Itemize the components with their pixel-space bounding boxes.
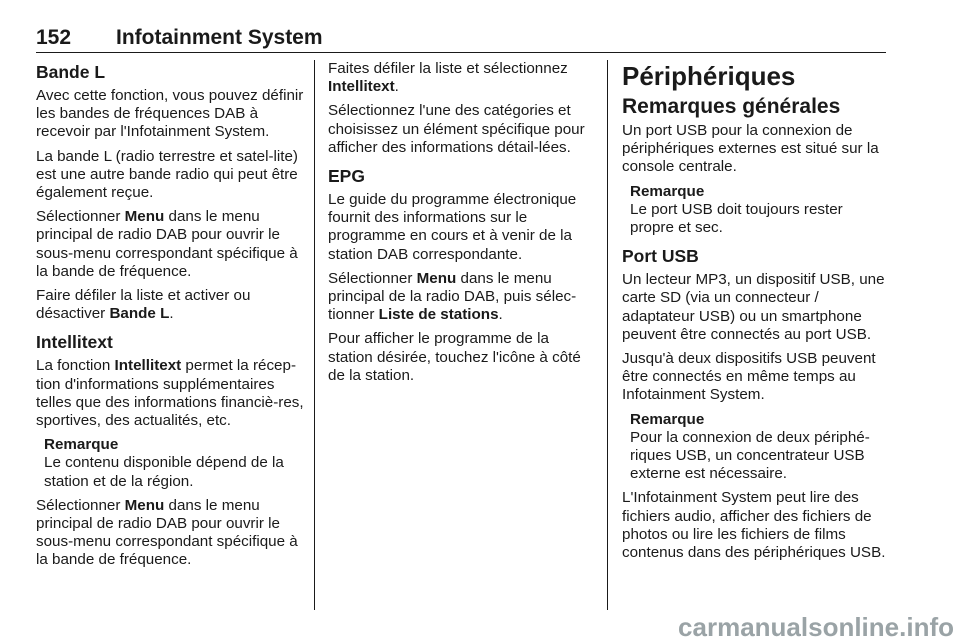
heading-intellitext: Intellitext — [36, 332, 113, 353]
paragraph: Le guide du programme électronique fournit des informations sur le programme en cours et à venir de la station DAB correspondante. — [328, 191, 577, 263]
section-title: Infotainment System — [116, 26, 323, 49]
page-number: 152 — [36, 26, 72, 49]
note-box — [630, 183, 888, 238]
paragraph: Un port USB pour la connexion de périphériques externes est situé sur la console centrale. — [622, 122, 879, 176]
paragraph: Sélectionnez l'une des catégories et choisissez un élément spécifique pour afficher des informations détail-lées. — [328, 102, 585, 156]
paragraph: Sélectionner Menu dans le menu principal de radio DAB pour ouvrir le sous-menu correspondant spécifique à la bande de fréquence. — [36, 208, 298, 280]
paragraph: L'Infotainment System peut lire des fichiers audio, afficher des fichiers de photos ou lire les fichiers de films contenus dans des périphériques USB. — [622, 489, 886, 562]
paragraph: Faites défiler la liste et sélectionnez Intellitext. — [328, 60, 568, 96]
heading-bande-l: Bande L — [36, 62, 106, 82]
menu-term: Menu — [124, 496, 165, 514]
paragraph: Un lecteur MP3, un dispositif USB, une carte SD (via un connecteur / adaptateur USB) ou un smartphone peuvent être connectés au port USB. — [622, 271, 885, 343]
subsection-title: Remarques générales — [622, 95, 841, 118]
paragraph: La bande L (radio terrestre et satel-lite) est une autre bande radio qui peut être également reçue. — [36, 147, 298, 202]
intellitext-term: Intellitext — [328, 78, 395, 96]
column-right — [622, 60, 888, 568]
heading-port-usb: Port USB — [622, 246, 699, 267]
note-box — [44, 436, 304, 491]
column-divider-left — [314, 60, 315, 610]
paragraph: Jusqu'à deux dispositifs USB peuvent être connectés en même temps au Infotainment System. — [622, 350, 876, 404]
paragraph: Avec cette fonction, vous pouvez définir les bandes de fréquences DAB à recevoir par l'Infotainment System. — [36, 87, 304, 141]
column-divider-right — [607, 60, 608, 610]
note-body: Le contenu disponible dépend de la station et de la région. — [44, 454, 284, 490]
column-middle — [328, 60, 596, 391]
note-title: Remarque — [44, 436, 119, 454]
station-list-term: Liste de stations — [378, 306, 499, 324]
column-left — [36, 60, 304, 576]
paragraph: Faire défiler la liste et activer ou désactiver Bande L. — [36, 287, 251, 323]
paragraph: La fonction Intellitext permet la récep-tion d'informations supplémentaires telles que des informations financiè-res, sportives, des actualités, etc. — [36, 357, 304, 430]
note-title: Remarque — [630, 182, 705, 200]
paragraph: Pour afficher le programme de la station désirée, touchez l'icône à côté de la station. — [328, 330, 581, 384]
note-body: Le port USB doit toujours rester propre et sec. — [630, 200, 843, 237]
page-header — [36, 26, 886, 53]
chapter-title: Périphériques — [622, 61, 796, 91]
paragraph: Sélectionner Menu dans le menu principal de radio DAB pour ouvrir le sous-menu correspondant spécifique à la bande de fréquence. — [36, 496, 298, 569]
menu-term: Menu — [416, 269, 457, 287]
intellitext-term: Intellitext — [114, 357, 182, 375]
bande-l-term: Bande L — [109, 305, 170, 323]
note-title: Remarque — [630, 410, 705, 428]
note-box — [630, 411, 888, 484]
watermark: carmanualsonline.info — [678, 612, 954, 642]
menu-term: Menu — [124, 208, 165, 226]
heading-epg: EPG — [328, 166, 365, 187]
note-body: Pour la connexion de deux périphé-riques USB, un concentrateur USB externe est nécessaire. — [630, 428, 870, 483]
paragraph: Sélectionner Menu dans le menu principal de la radio DAB, puis sélec-tionner Liste de stations. — [328, 269, 577, 324]
